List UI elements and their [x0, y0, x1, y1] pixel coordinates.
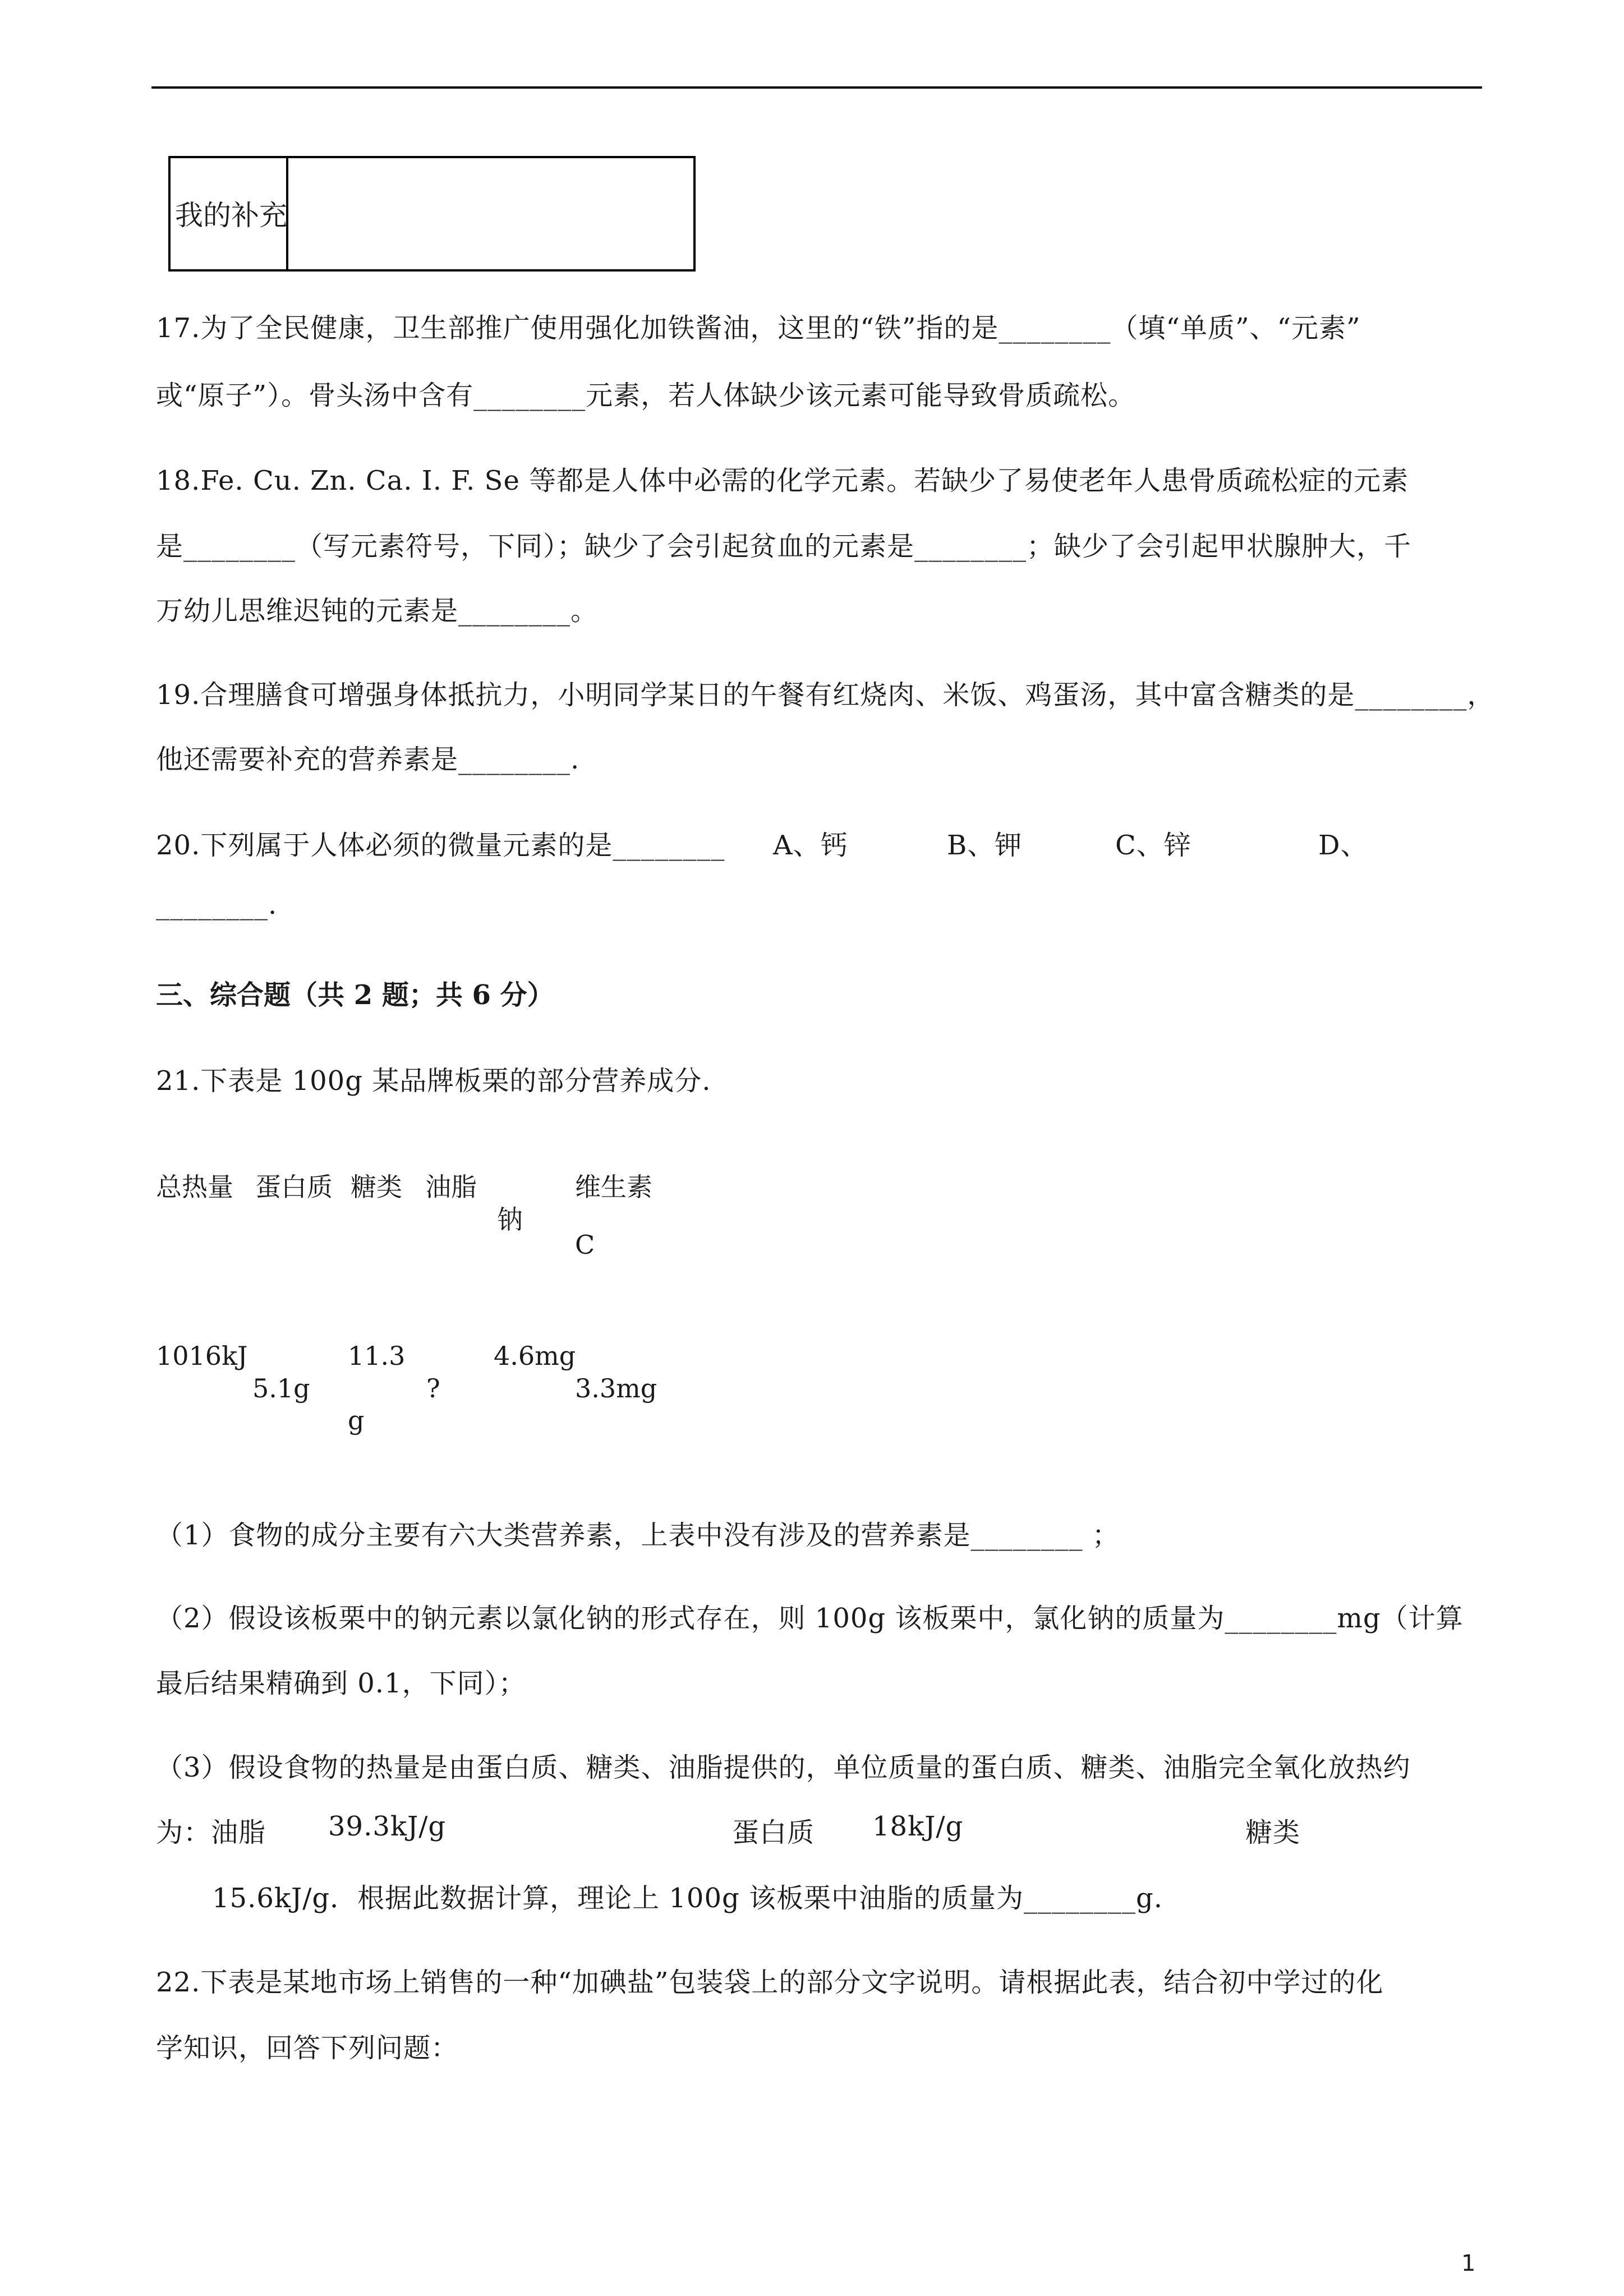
nutrition-header-sugar: 糖类 — [351, 1172, 402, 1202]
nutrition-value-protein: 5.1g — [252, 1373, 310, 1404]
q21-sub2-line2: 最后结果精确到 0.1，下同）； — [156, 1668, 526, 1699]
q21-sub3-line1: （3）假设食物的热量是由蛋白质、糖类、油脂提供的，单位质量的蛋白质、糖类、油脂完全氧化放热约 — [156, 1752, 1411, 1783]
nutrition-header-protein: 蛋白质 — [255, 1172, 333, 1202]
q18-line2: 是________（写元素符号，下同）；缺少了会引起贫血的元素是________；缺少了会引起甲状腺肿大，千 — [156, 531, 1412, 562]
q17-line1: 17.为了全民健康，卫生部推广使用强化加铁酱油，这里的“铁”指的是________（填“单质”、“元素” — [156, 312, 1361, 344]
supplement-table — [168, 156, 696, 272]
q21-sub3-protein-label: 蛋白质 — [732, 1817, 815, 1848]
q20-option-a: A、钙 — [773, 830, 848, 861]
nutrition-header-fat: 油脂 — [425, 1172, 477, 1202]
q20-option-d: D、 — [1318, 830, 1368, 861]
q19-line2: 他还需要补充的营养素是________. — [156, 744, 580, 775]
q17-line2: 或“原子”）。骨头汤中含有________元素，若人体缺少该元素可能导致骨质疏松。 — [156, 380, 1136, 411]
q22-line1: 22.下表是某地市场上销售的一种“加碘盐”包装袋上的部分文字说明。请根据此表，结合初中学过的化 — [156, 1967, 1384, 1998]
q21-sub3-sugar-label: 糖类 — [1245, 1817, 1301, 1848]
nutrition-header-sodium: 钠 — [497, 1204, 523, 1235]
nutrition-value-sugar-unit: g — [348, 1405, 365, 1435]
q19-line1: 19.合理膳食可增强身体抵抗力，小明同学某日的午餐有红烧肉、米饭、鸡蛋汤，其中富含糖类的是________， — [156, 679, 1495, 711]
q18-line3: 万幼儿思维迟钝的元素是________。 — [156, 595, 599, 627]
nutrition-header-energy: 总热量 — [156, 1172, 233, 1202]
nutrition-header-vitamin: 维生素 — [575, 1172, 652, 1202]
nutrition-value-fat: ? — [426, 1373, 440, 1404]
nutrition-value-energy: 1016kJ — [156, 1341, 248, 1371]
q21-sub3-prefix: 为：油脂 — [156, 1817, 266, 1848]
q21-intro: 21.下表是 100g 某品牌板栗的部分营养成分. — [156, 1065, 711, 1097]
page-number: 1 — [1461, 2251, 1476, 2276]
supplement-label: 我的补充 — [175, 199, 287, 232]
q22-line2: 学知识，回答下列问题： — [156, 2032, 459, 2064]
nutrition-header-vitamin-c: C — [575, 1230, 595, 1260]
q20-option-b: B、钾 — [947, 830, 1023, 861]
nutrition-value-sodium: 4.6mg — [494, 1341, 576, 1371]
q21-sub1: （1）食物的成分主要有六大类营养素，上表中没有涉及的营养素是________ ； — [156, 1520, 1120, 1551]
q21-sub3-fat-value: 39.3kJ/g — [328, 1811, 447, 1842]
nutrition-value-vitamin: 3.3mg — [575, 1373, 657, 1404]
q20-blank: ________. — [156, 889, 278, 921]
nutrition-value-sugar: 11.3 — [348, 1341, 406, 1371]
header-rule — [151, 86, 1482, 89]
q20-stem: 20.下列属于人体必须的微量元素的是________ — [156, 830, 725, 861]
q20-option-c: C、锌 — [1115, 830, 1191, 861]
supplement-divider — [286, 158, 288, 269]
q21-sub3-line3: 15.6kJ/g．根据此数据计算，理论上 100g 该板栗中油脂的质量为________g. — [212, 1883, 1163, 1914]
q21-sub2-line1: （2）假设该板栗中的钠元素以氯化钠的形式存在，则 100g 该板栗中，氯化钠的质量为________mg（计算 — [156, 1603, 1464, 1634]
section3-title: 三、综合题（共 2 题；共 6 分） — [156, 979, 554, 1011]
q21-sub3-protein-value: 18kJ/g — [872, 1811, 964, 1842]
q18-line1: 18.Fe. Cu. Zn. Ca. I. F. Se 等都是人体中必需的化学元素。若缺少了易使老年人患骨质疏松症的元素 — [156, 465, 1409, 496]
